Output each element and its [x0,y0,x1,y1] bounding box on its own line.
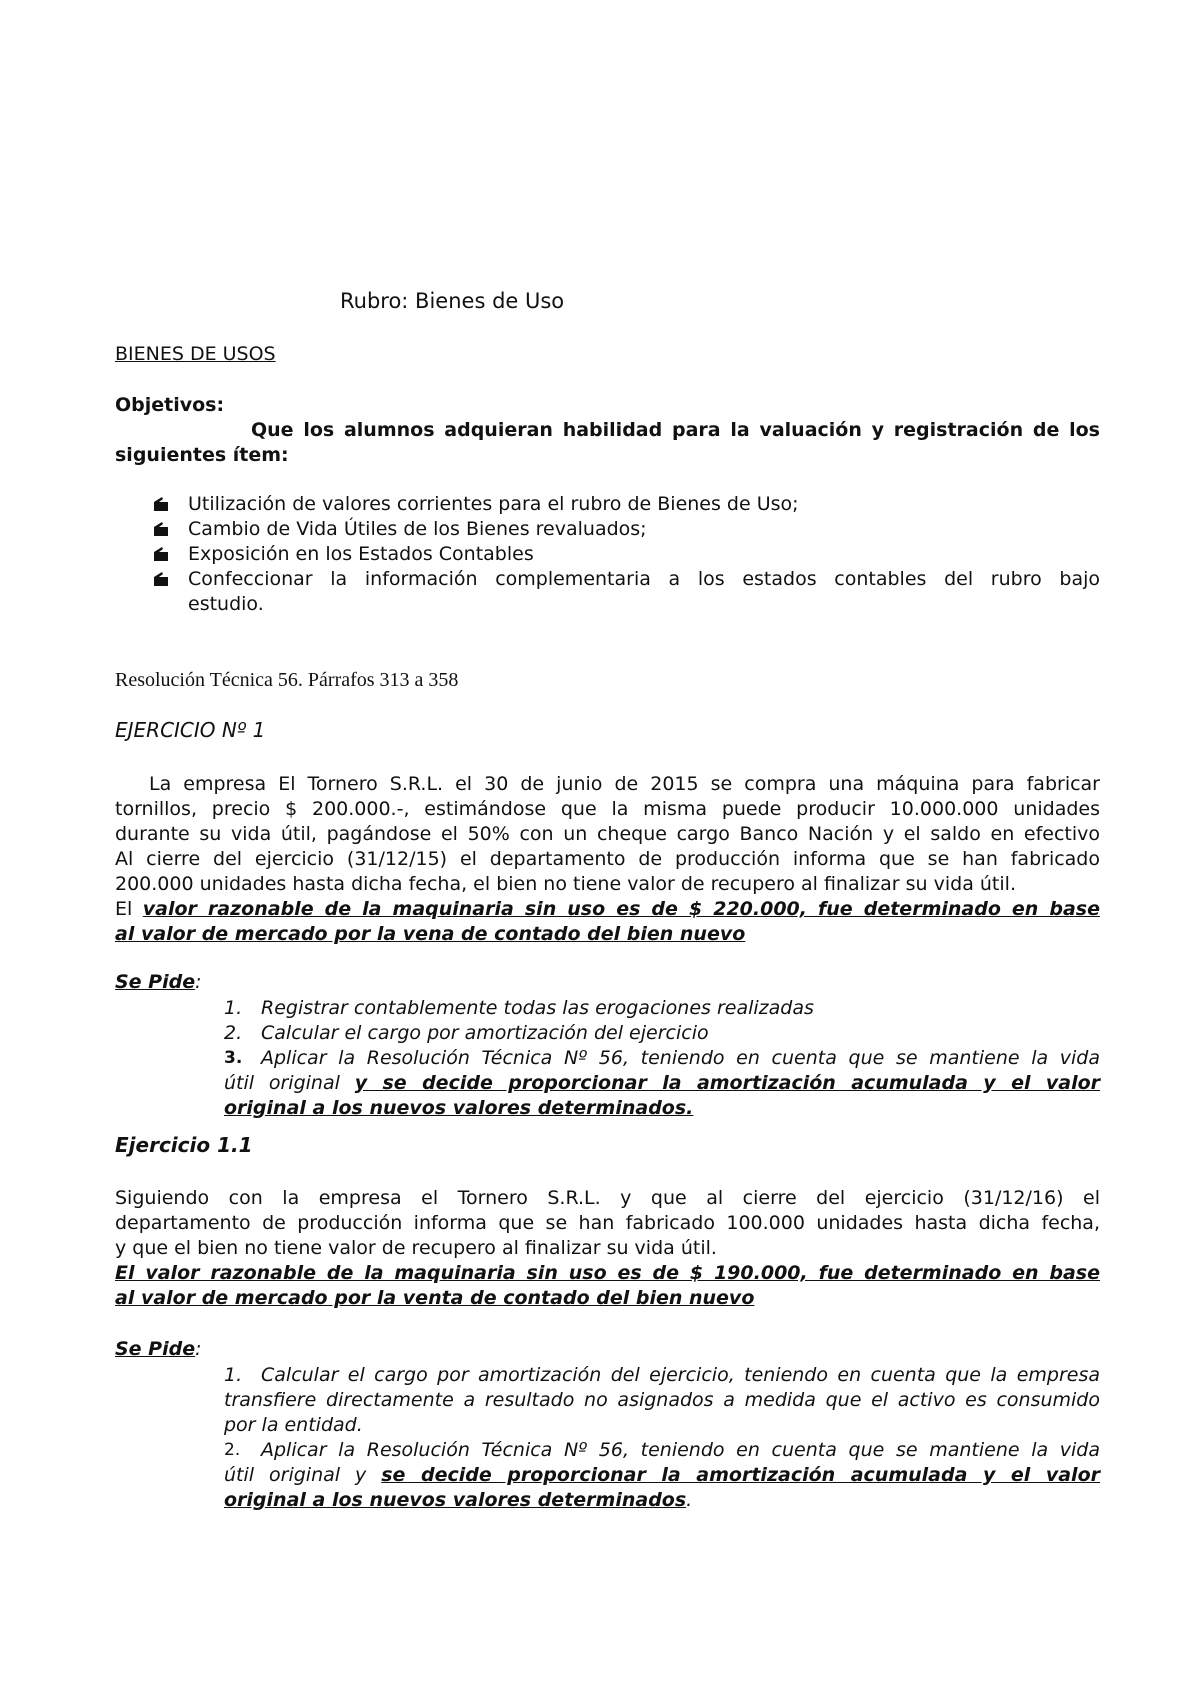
exercise1-line: La empresa El Tornero S.R.L. el 30 de junio de 2015 se compra una máquina para fabricar [149,773,1100,795]
list-item [224,1021,1100,1046]
list-item-text: Exposición en los Estados Contables [188,543,534,565]
exercise11-line: departamento de producción informa que se han fabricado 100.000 unidades hasta dicha fecha, [115,1212,1100,1234]
list-item [224,1363,1100,1388]
task-text: Aplicar la Resolución Técnica Nº 56, teniendo en cuenta que se mantiene la vida [261,1047,1100,1069]
objectives-intro-line2: siguientes ítem: [115,444,289,466]
list-item [115,517,1100,542]
task-text-emphasis: original a los nuevos valores determinados. [224,1097,694,1119]
exercise1-task-list [224,996,1100,1071]
pointing-hand-icon [153,571,169,587]
exercise11-task-list [224,1363,1100,1513]
list-item [115,492,1100,517]
task-text-plain: útil original y [224,1464,382,1486]
se-pide-label: Se Pide [115,971,196,993]
task-text-continued: transfiere directamente a resultado no asignados a medida que el activo es consumido [224,1389,1100,1411]
fair-value-text: valor razonable de la maquinaria sin uso es de $ 220.000, fue determinado en base [142,898,1100,920]
list-item [224,996,1100,1021]
se-pide-colon: : [195,971,202,993]
list-item-text: Cambio de Vida Útiles de los Bienes revaluados; [188,518,647,540]
objectives-label: Objetivos: [115,394,225,416]
task-text-emphasis: original a los nuevos valores determinados [224,1489,687,1511]
document-title: Rubro: Bienes de Uso [340,289,565,313]
task-text: Registrar contablemente todas las erogaciones realizadas [261,997,814,1019]
task-text-emphasis: se decide proporcionar la amortización acumulada y el valor [381,1464,1100,1486]
exercise11-fair-value-line1: El valor razonable de la maquinaria sin uso es de $ 190.000, fue determinado en base [115,1262,1100,1284]
list-item [224,1046,1100,1071]
pointing-hand-icon [153,546,169,562]
exercise1-fair-value-line1 [115,897,1100,922]
task-number: 2. [224,1440,241,1460]
el-prefix: El [115,898,143,920]
exercise11-line: Siguiendo con la empresa el Tornero S.R.L. y que al cierre del ejercicio (31/12/16) el [115,1187,1100,1209]
exercise1-line: Al cierre del ejercicio (31/12/15) el departamento de producción informa que se han fabricado [115,848,1100,870]
reference-note: Resolución Técnica 56. Párrafos 313 a 358 [115,669,459,691]
exercise1-se-pide [115,970,202,995]
task-text-emphasis: y se decide proporcionar la amortización acumulada y el valor [354,1072,1101,1094]
pointing-hand-icon [153,521,169,537]
exercise11-title: Ejercicio 1.1 [115,1133,253,1157]
exercise1-title: EJERCICIO Nº 1 [115,718,266,742]
list-item [115,567,1100,617]
task-number: 2. [224,1022,243,1044]
exercise1-line: durante su vida útil, pagándose el 50% con un cheque cargo Banco Nación y el saldo en efectivo [115,823,1100,845]
task-number: 1. [224,1364,243,1386]
task-text-tail: . [686,1489,693,1511]
objectives-intro-line1: Que los alumnos adquieran habilidad para la valuación y registración de los [251,419,1100,441]
se-pide-colon: : [195,1338,202,1360]
list-item-text: Confeccionar la información complementaria a los estados contables del rubro bajo [188,568,1100,590]
objectives-intro [115,418,1100,468]
section-heading: BIENES DE USOS [115,343,276,365]
task-text: Aplicar la Resolución Técnica Nº 56, teniendo en cuenta que se mantiene la vida [261,1439,1100,1461]
task-number: 1. [224,997,243,1019]
list-item-text-continued: estudio. [188,593,264,615]
list-item [224,1438,1100,1463]
task-text-continued: por la entidad. [224,1414,363,1436]
exercise1-line: 200.000 unidades hasta dicha fecha, el bien no tiene valor de recupero al finalizar su vida útil. [115,873,1016,895]
list-item [115,542,1100,567]
task-number: 3. [224,1048,243,1068]
objectives-list [115,492,1100,617]
exercise1-body [115,772,1100,947]
task-text: Calcular el cargo por amortización del ejercicio, teniendo en cuenta que la empresa [261,1364,1100,1386]
list-item-text: Utilización de valores corrientes para el rubro de Bienes de Uso; [188,493,799,515]
exercise11-line: y que el bien no tiene valor de recupero al finalizar su vida útil. [115,1237,717,1259]
se-pide-label: Se Pide [115,1338,196,1360]
exercise1-fair-value-line2: al valor de mercado por la vena de contado del bien nuevo [115,923,746,945]
task-text: Calcular el cargo por amortización del ejercicio [261,1022,709,1044]
exercise1-line: tornillos, precio $ 200.000.-, estimándose que la misma puede producir 10.000.000 unidades [115,798,1100,820]
exercise11-fair-value-line2: al valor de mercado por la venta de contado del bien nuevo [115,1287,755,1309]
exercise1-task3-continued [224,1071,1100,1121]
task-text-plain: útil original [224,1072,355,1094]
pointing-hand-icon [153,496,169,512]
exercise11-se-pide [115,1337,202,1362]
exercise11-body [115,1186,1100,1311]
